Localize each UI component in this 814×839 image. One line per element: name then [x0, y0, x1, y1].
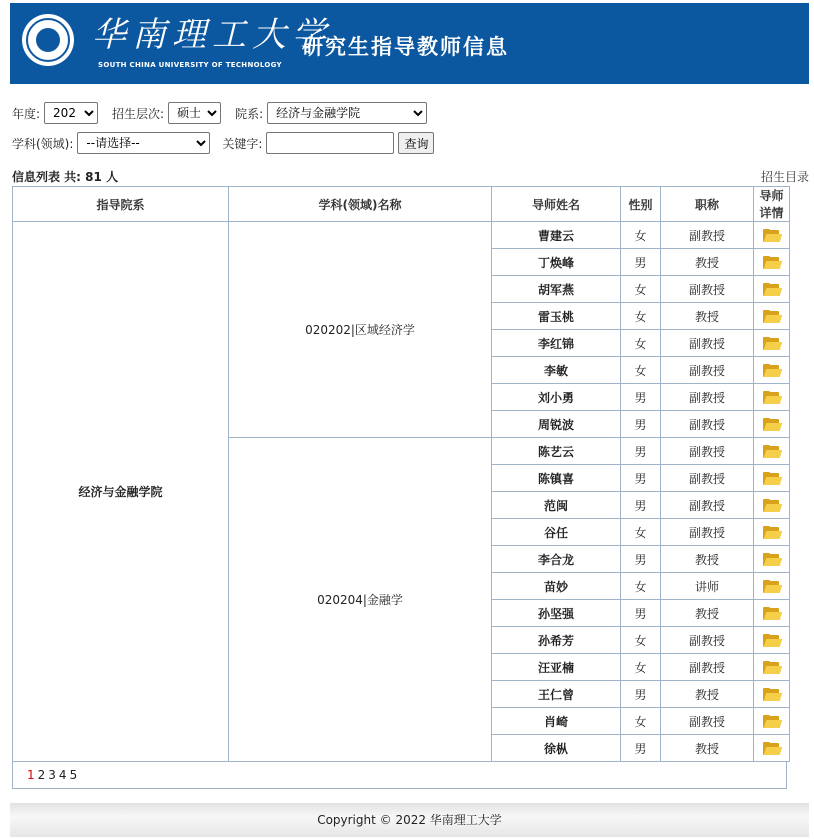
folder-open-icon[interactable]	[763, 229, 781, 242]
cell-advisor-name: 李红锦	[492, 330, 621, 357]
college-label: 院系:	[235, 106, 264, 121]
folder-icon-part	[763, 639, 782, 647]
cell-title: 教授	[661, 735, 754, 762]
cell-college: 经济与金融学院	[13, 222, 229, 762]
cell-title: 教授	[661, 546, 754, 573]
discipline-label: 学科(领域):	[12, 136, 74, 151]
cell-detail	[754, 708, 790, 735]
cell-title: 教授	[661, 249, 754, 276]
cell-detail	[754, 654, 790, 681]
cell-gender: 男	[621, 492, 661, 519]
cell-gender: 女	[621, 573, 661, 600]
footer	[10, 803, 809, 837]
folder-icon-part	[763, 688, 770, 691]
header-gender: 性别	[621, 187, 661, 222]
university-name-en: SOUTH CHINA UNIVERSITY OF TECHNOLOGY	[98, 61, 282, 69]
page-link[interactable]: 1	[27, 768, 35, 782]
cell-title: 副教授	[661, 276, 754, 303]
header-detail: 导师详情	[754, 187, 790, 222]
cell-title: 副教授	[661, 708, 754, 735]
logo-center	[36, 28, 60, 52]
cell-advisor-name: 丁焕峰	[492, 249, 621, 276]
folder-icon-part	[763, 445, 770, 448]
cell-advisor-name: 李合龙	[492, 546, 621, 573]
level-select[interactable]	[168, 102, 221, 124]
folder-icon-part	[763, 423, 782, 431]
folder-icon-part	[763, 337, 770, 340]
folder-open-icon[interactable]	[763, 310, 781, 323]
cell-detail	[754, 492, 790, 519]
folder-icon-part	[763, 342, 782, 350]
cell-title: 副教授	[661, 654, 754, 681]
filter-row-2	[12, 128, 807, 158]
folder-icon-part	[763, 310, 770, 313]
folder-icon-part	[763, 283, 770, 286]
cell-gender: 女	[621, 276, 661, 303]
cell-gender: 男	[621, 438, 661, 465]
cell-detail	[754, 627, 790, 654]
folder-open-icon[interactable]	[763, 445, 781, 458]
folder-open-icon[interactable]	[763, 499, 781, 512]
folder-icon-part	[763, 364, 770, 367]
query-button[interactable]: 查询	[398, 132, 434, 154]
folder-open-icon[interactable]	[763, 256, 781, 269]
cell-title: 副教授	[661, 519, 754, 546]
folder-icon-part	[763, 693, 782, 701]
cell-advisor-name: 胡军燕	[492, 276, 621, 303]
university-logo[interactable]	[22, 14, 74, 66]
cell-gender: 女	[621, 708, 661, 735]
folder-icon-part	[763, 612, 782, 620]
folder-icon-part	[763, 715, 770, 718]
table-body	[13, 222, 790, 762]
folder-icon-part	[763, 418, 770, 421]
cell-advisor-name: 李敏	[492, 357, 621, 384]
folder-open-icon[interactable]	[763, 472, 781, 485]
cell-gender: 男	[621, 600, 661, 627]
folder-icon-part	[763, 261, 782, 269]
cell-discipline: 020204|金融学	[229, 438, 492, 762]
folder-icon-part	[763, 369, 782, 377]
filter-panel	[10, 84, 809, 158]
cell-gender: 女	[621, 222, 661, 249]
folder-open-icon[interactable]	[763, 688, 781, 701]
cell-advisor-name: 汪亚楠	[492, 654, 621, 681]
folder-icon-part	[763, 450, 782, 458]
list-count-unit: 人	[106, 170, 119, 184]
cell-advisor-name: 肖崎	[492, 708, 621, 735]
cell-title: 讲师	[661, 573, 754, 600]
cell-gender: 女	[621, 330, 661, 357]
folder-icon-part	[763, 553, 770, 556]
cell-detail	[754, 330, 790, 357]
folder-open-icon[interactable]	[763, 742, 781, 755]
folder-icon-part	[763, 315, 782, 323]
cell-title: 教授	[661, 303, 754, 330]
folder-icon-part	[763, 504, 782, 512]
cell-gender: 男	[621, 384, 661, 411]
level-label: 招生层次:	[112, 106, 165, 121]
info-bar	[10, 164, 809, 186]
folder-icon-part	[763, 742, 770, 745]
page-link[interactable]: 4	[58, 768, 67, 782]
cell-title: 教授	[661, 681, 754, 708]
folder-icon-part	[763, 234, 782, 242]
cell-gender: 男	[621, 735, 661, 762]
cell-detail	[754, 276, 790, 303]
cell-discipline: 020202|区域经济学	[229, 222, 492, 438]
cell-title: 副教授	[661, 411, 754, 438]
cell-gender: 女	[621, 627, 661, 654]
cell-gender: 男	[621, 411, 661, 438]
page-frame	[10, 3, 809, 789]
filter-row-1	[12, 98, 807, 128]
folder-icon-part	[763, 580, 770, 583]
cell-title: 副教授	[661, 357, 754, 384]
folder-open-icon[interactable]	[763, 553, 781, 566]
system-title: 研究生指导教师信息	[302, 35, 509, 59]
folder-icon-part	[763, 661, 770, 664]
list-count-label: 信息列表 共:	[12, 170, 81, 184]
list-count-value: 81	[85, 170, 102, 184]
cell-detail	[754, 222, 790, 249]
cell-gender: 女	[621, 519, 661, 546]
table-header-row	[13, 187, 790, 222]
cell-advisor-name: 徐枞	[492, 735, 621, 762]
folder-icon-part	[763, 288, 782, 296]
folder-icon-part	[763, 634, 770, 637]
keyword-label: 关键字:	[222, 136, 263, 151]
page-link[interactable]: 5	[69, 768, 78, 782]
folder-icon-part	[763, 558, 782, 566]
folder-open-icon[interactable]	[763, 418, 781, 431]
folder-icon-part	[763, 229, 770, 232]
folder-open-icon[interactable]	[763, 391, 781, 404]
folder-open-icon[interactable]	[763, 607, 781, 620]
header-advisor-name: 导师姓名	[492, 187, 621, 222]
year-select[interactable]	[44, 102, 98, 124]
cell-gender: 女	[621, 654, 661, 681]
folder-open-icon[interactable]	[763, 580, 781, 593]
folder-open-icon[interactable]	[763, 526, 781, 539]
cell-title: 教授	[661, 600, 754, 627]
folder-icon-part	[763, 391, 770, 394]
cell-gender: 女	[621, 303, 661, 330]
cell-detail	[754, 519, 790, 546]
university-name-cn: 华南理工大学	[92, 15, 332, 55]
page-link[interactable]: 2	[37, 768, 46, 782]
folder-icon-part	[763, 472, 770, 475]
cell-detail	[754, 249, 790, 276]
advisor-table	[12, 186, 790, 762]
cell-title: 副教授	[661, 330, 754, 357]
folder-icon-part	[763, 607, 770, 610]
cell-advisor-name: 曹建云	[492, 222, 621, 249]
cell-title: 副教授	[661, 384, 754, 411]
cell-title: 副教授	[661, 438, 754, 465]
folder-icon-part	[763, 526, 770, 529]
cell-advisor-name: 范闽	[492, 492, 621, 519]
cell-title: 副教授	[661, 492, 754, 519]
folder-icon-part	[763, 396, 782, 404]
year-label: 年度:	[12, 106, 41, 121]
cell-detail	[754, 573, 790, 600]
copyright-text: Copyright © 2022 华南理工大学	[317, 813, 502, 827]
cell-detail	[754, 384, 790, 411]
folder-icon-part	[763, 256, 770, 259]
cell-advisor-name: 孙坚强	[492, 600, 621, 627]
folder-icon-part	[763, 720, 782, 728]
cell-detail	[754, 735, 790, 762]
cell-advisor-name: 苗妙	[492, 573, 621, 600]
site-header	[10, 3, 809, 84]
cell-detail	[754, 600, 790, 627]
header-college: 指导院系	[13, 187, 229, 222]
cell-advisor-name: 刘小勇	[492, 384, 621, 411]
cell-detail	[754, 411, 790, 438]
cell-detail	[754, 438, 790, 465]
cell-advisor-name: 谷任	[492, 519, 621, 546]
header-title: 职称	[661, 187, 754, 222]
pagination	[12, 762, 787, 789]
cell-title: 副教授	[661, 222, 754, 249]
cell-advisor-name: 雷玉桃	[492, 303, 621, 330]
cell-gender: 女	[621, 357, 661, 384]
cell-gender: 男	[621, 546, 661, 573]
cell-advisor-name: 陈艺云	[492, 438, 621, 465]
cell-advisor-name: 陈镇喜	[492, 465, 621, 492]
cell-detail	[754, 681, 790, 708]
folder-open-icon[interactable]	[763, 661, 781, 674]
folder-open-icon[interactable]	[763, 337, 781, 350]
folder-open-icon[interactable]	[763, 283, 781, 296]
header-discipline: 学科(领域)名称	[229, 187, 492, 222]
discipline-select[interactable]	[77, 132, 210, 154]
cell-advisor-name: 周锐波	[492, 411, 621, 438]
cell-detail	[754, 465, 790, 492]
cell-gender: 男	[621, 465, 661, 492]
cell-title: 副教授	[661, 465, 754, 492]
cell-advisor-name: 王仁曾	[492, 681, 621, 708]
table-row	[13, 222, 790, 249]
cell-gender: 男	[621, 249, 661, 276]
page-link[interactable]: 3	[48, 768, 56, 782]
folder-icon-part	[763, 666, 782, 674]
keyword-input[interactable]	[266, 132, 394, 154]
list-count	[12, 168, 118, 185]
folder-icon-part	[763, 477, 782, 485]
catalog-link[interactable]: 招生目录	[760, 170, 809, 184]
cell-gender: 男	[621, 681, 661, 708]
folder-icon-part	[763, 531, 782, 539]
college-select[interactable]	[267, 102, 427, 124]
cell-detail	[754, 357, 790, 384]
cell-title: 副教授	[661, 627, 754, 654]
folder-open-icon[interactable]	[763, 715, 781, 728]
folder-icon-part	[763, 499, 770, 502]
folder-icon-part	[763, 585, 782, 593]
cell-detail	[754, 303, 790, 330]
folder-open-icon[interactable]	[763, 364, 781, 377]
cell-advisor-name: 孙希芳	[492, 627, 621, 654]
folder-open-icon[interactable]	[763, 634, 781, 647]
cell-detail	[754, 546, 790, 573]
folder-icon-part	[763, 747, 782, 755]
